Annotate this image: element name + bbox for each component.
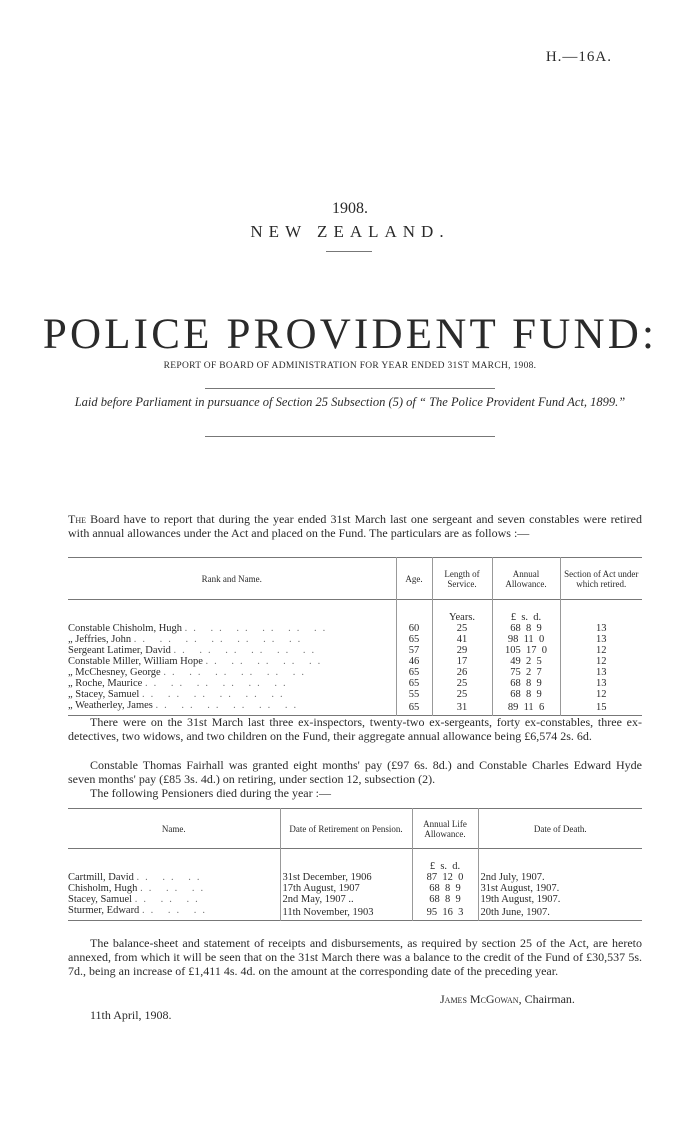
allowance-shillings: 8 xyxy=(526,688,532,700)
signature xyxy=(440,992,575,1007)
unit-pence: d. xyxy=(452,860,461,872)
table-header-row xyxy=(68,809,642,849)
col-header-rank-name: Rank and Name. xyxy=(68,558,396,600)
table-header-row xyxy=(68,558,642,600)
document-reference: H.—16A. xyxy=(545,49,612,65)
allowance-shillings: 16 xyxy=(442,906,453,918)
retiree-age: 60 xyxy=(396,623,432,634)
fairhall-hyde-paragraph: Constable Thomas Fairhall was granted eight months' pay (£97 6s. 8d.) and Constable Charles Edward Hyde seven months' pay (£85 3s. 4d.) on retiring, under section 12, subsection (2). xyxy=(68,758,642,786)
allowance-pounds: 68 xyxy=(429,882,440,894)
laid-before-notice: Laid before Parliament in pursuance of Section 25 Subsection (5) of “ The Police Provident Fund Act, 1899.” xyxy=(74,395,626,409)
allowance-pounds: 89 xyxy=(507,701,519,713)
retiree-section: 13 xyxy=(596,622,607,634)
retiree-service: 41 xyxy=(432,634,492,645)
retiree-service: 25 xyxy=(432,623,492,634)
retiree-name: Constable Miller, William Hope xyxy=(68,655,203,667)
table-row: Stacey, Samuel .. .. .. 2nd May, 1907 .. 68 8 9 19th August, 1907. xyxy=(68,894,642,905)
retiree-service: 26 xyxy=(432,667,492,678)
allowance-shillings: 8 xyxy=(526,677,532,689)
pensioner-name: Chisholm, Hugh xyxy=(68,882,138,894)
table-row: „ McChesney, George .. .. .. .. .. .. 65 26 75 2 7 13 xyxy=(68,667,642,678)
retiree-name: „ Weatherley, James xyxy=(68,699,153,711)
retiree-section: 13 xyxy=(596,677,607,689)
allowance-pounds: 87 xyxy=(426,871,438,883)
unit-shillings: s. xyxy=(521,611,529,623)
allowance-shillings: 2 xyxy=(526,655,532,667)
col-header-age: Age. xyxy=(396,558,432,600)
table-row: Chisholm, Hugh .. .. .. 17th August, 1907 68 8 9 31st August, 1907. xyxy=(68,883,642,894)
retiree-section: 13 xyxy=(596,666,607,678)
table-row: Sturmer, Edward .. .. .. 11th November, 1903 95 16 3 20th June, 1907. xyxy=(68,905,642,921)
document-year: 1908. xyxy=(332,200,368,217)
retiree-name: „ McChesney, George xyxy=(68,666,161,678)
retirement-date: 11th November, 1903 xyxy=(280,905,412,921)
allowance-shillings: 12 xyxy=(442,871,453,883)
table-row: „ Stacey, Samuel .. .. .. .. .. .. 55 25 68 8 9 12 xyxy=(68,689,642,700)
deceased-pensioners-table xyxy=(68,808,642,921)
units-row xyxy=(68,612,642,623)
allowance-pounds: 68 xyxy=(510,622,521,634)
retiree-name: Constable Chisholm, Hugh xyxy=(68,622,183,634)
allowance-shillings: 8 xyxy=(445,882,451,894)
signatory-title: , Chairman. xyxy=(518,992,575,1006)
allowance-pence: 6 xyxy=(538,701,545,713)
intro-text: Board have to report that during the year ended 31st March last one sergeant and seven constables were retired with annual allowances under the Act and placed on the Fund. The particulars are as follows :— xyxy=(68,512,642,540)
retiree-age: 46 xyxy=(396,656,432,667)
table-row: Constable Miller, William Hope .. .. .. .. .. 46 17 49 2 5 12 xyxy=(68,656,642,667)
death-date: 31st August, 1907. xyxy=(480,882,560,894)
retiree-service: 25 xyxy=(432,678,492,689)
allowance-pence: 5 xyxy=(536,655,542,667)
signatory-name: James McGowan xyxy=(440,992,519,1006)
unit-years: Years. xyxy=(432,612,492,623)
table-row: „ Jeffries, John .. .. .. .. .. .. .. 65 41 98 11 0 13 xyxy=(68,634,642,645)
allowance-pounds: 95 xyxy=(426,906,438,918)
col-header-section: Section of Act under which retired. xyxy=(564,568,639,589)
allowance-pence: 9 xyxy=(455,882,461,894)
col-header-name: Name. xyxy=(68,809,280,849)
allowance-shillings: 11 xyxy=(523,633,534,645)
retiree-section: 12 xyxy=(596,644,607,656)
table-row: Constable Chisholm, Hugh .. .. .. .. .. .. 60 25 68 8 9 13 xyxy=(68,623,642,634)
units-row xyxy=(68,861,642,872)
retirement-date: 2nd May, 1907 .. xyxy=(280,894,412,905)
intro-paragraph xyxy=(68,512,642,540)
retiree-age: 65 xyxy=(396,667,432,678)
retiree-name: „ Stacey, Samuel xyxy=(68,688,140,700)
ex-members-paragraph: There were on the 31st March last three ex-inspectors, twenty-two ex-sergeants, forty ex-constables, three ex-detectives, two widows, and two children on the Fund, their aggregate annual allowance being £6,574 2s. 6d. xyxy=(68,715,642,743)
allowance-pounds: 98 xyxy=(507,633,519,645)
retirement-date: 17th August, 1907 xyxy=(280,883,412,894)
retirement-date: 31st December, 1906 xyxy=(280,872,412,883)
allowance-pence: 9 xyxy=(536,688,542,700)
page-title: POLICE PROVIDENT FUND: xyxy=(42,311,658,358)
retiree-age: 65 xyxy=(396,678,432,689)
allowance-pence: 9 xyxy=(455,893,461,905)
allowance-shillings: 8 xyxy=(526,622,532,634)
allowance-pounds: 105 xyxy=(505,644,521,656)
retiree-service: 31 xyxy=(432,700,492,716)
allowance-pounds: 49 xyxy=(510,655,521,667)
allowance-pounds: 68 xyxy=(510,677,521,689)
allowance-shillings: 2 xyxy=(526,666,532,678)
retiree-section: 15 xyxy=(596,701,607,713)
death-date: 20th June, 1907. xyxy=(480,906,550,918)
unit-shillings: s. xyxy=(440,860,448,872)
allowance-pence: 7 xyxy=(536,666,542,678)
col-header-life-allowance: Annual Life Allowance. xyxy=(412,809,478,849)
table-row: Sergeant Latimer, David .. .. .. .. .. .. 57 29 105 17 0 12 xyxy=(68,645,642,656)
col-header-death: Date of Death. xyxy=(533,823,587,834)
retiree-section: 12 xyxy=(596,655,607,667)
pensioner-name: Stacey, Samuel xyxy=(68,893,133,905)
short-divider xyxy=(326,251,372,252)
allowance-shillings: 8 xyxy=(445,893,451,905)
unit-pounds: £ xyxy=(510,611,517,623)
unit-pounds: £ xyxy=(429,860,436,872)
allowance-shillings: 17 xyxy=(526,644,537,656)
intro-lead: The xyxy=(68,512,86,526)
allowance-shillings: 11 xyxy=(523,701,534,713)
death-date: 2nd July, 1907. xyxy=(480,871,545,883)
report-subtitle: REPORT OF BOARD OF ADMINISTRATION FOR YEAR ENDED 31ST MARCH, 1908. xyxy=(163,361,537,371)
table-row: Cartmill, David .. .. .. 31st December, 1906 87 12 0 2nd July, 1907. xyxy=(68,872,642,883)
allowance-pounds: 68 xyxy=(510,688,521,700)
allowance-pence: 0 xyxy=(538,633,545,645)
retiree-service: 17 xyxy=(432,656,492,667)
retiree-age: 65 xyxy=(396,634,432,645)
pensioner-name: Cartmill, David xyxy=(68,871,134,883)
allowance-pence: 0 xyxy=(541,644,547,656)
balance-sheet-paragraph: The balance-sheet and statement of receipts and disbursements, as required by section 25 of the Act, are hereto annexed, from which it will be seen that on the 31st March there was a balance to the credit of the Fund of £30,537 5s. 7d., being an increase of £1,411 4s. 4d. on the amount at the corresponding date of the preceding year. xyxy=(68,936,642,978)
retiree-section: 12 xyxy=(596,688,607,700)
col-header-service: Length of Service. xyxy=(432,558,492,600)
retired-constables-table xyxy=(68,557,642,716)
allowance-pence: 0 xyxy=(458,871,464,883)
country-heading: NEW ZEALAND. xyxy=(250,222,450,241)
retiree-age: 65 xyxy=(396,700,432,716)
pensioner-name: Sturmer, Edward xyxy=(68,904,140,916)
allowance-pounds: 68 xyxy=(429,893,440,905)
report-date: 11th April, 1908. xyxy=(90,1008,172,1022)
allowance-pence: 9 xyxy=(536,622,542,634)
retiree-name: „ Jeffries, John xyxy=(68,633,132,645)
retiree-age: 55 xyxy=(396,689,432,700)
allowance-pence: 3 xyxy=(458,906,464,918)
divider-top xyxy=(205,388,495,389)
retiree-age: 57 xyxy=(396,645,432,656)
table-row: „ Weatherley, James .. .. .. .. .. .. 65 31 89 11 6 15 xyxy=(68,700,642,716)
retiree-name: Sergeant Latimer, David xyxy=(68,644,171,656)
table-row: „ Roche, Maurice .. .. .. .. .. .. 65 25 68 8 9 13 xyxy=(68,678,642,689)
retiree-service: 25 xyxy=(432,689,492,700)
allowance-pence: 9 xyxy=(536,677,542,689)
retiree-name: „ Roche, Maurice xyxy=(68,677,143,689)
death-date: 19th August, 1907. xyxy=(480,893,561,905)
col-header-allowance: Annual Allowance. xyxy=(492,558,560,600)
deceased-intro-paragraph: The following Pensioners died during the year :— xyxy=(90,786,331,800)
allowance-pounds: 75 xyxy=(510,666,521,678)
retiree-service: 29 xyxy=(432,645,492,656)
retiree-section: 13 xyxy=(596,633,607,645)
unit-pence: d. xyxy=(533,611,542,623)
divider-bottom xyxy=(205,436,495,437)
col-header-retirement: Date of Retirement on Pension. xyxy=(280,809,412,849)
